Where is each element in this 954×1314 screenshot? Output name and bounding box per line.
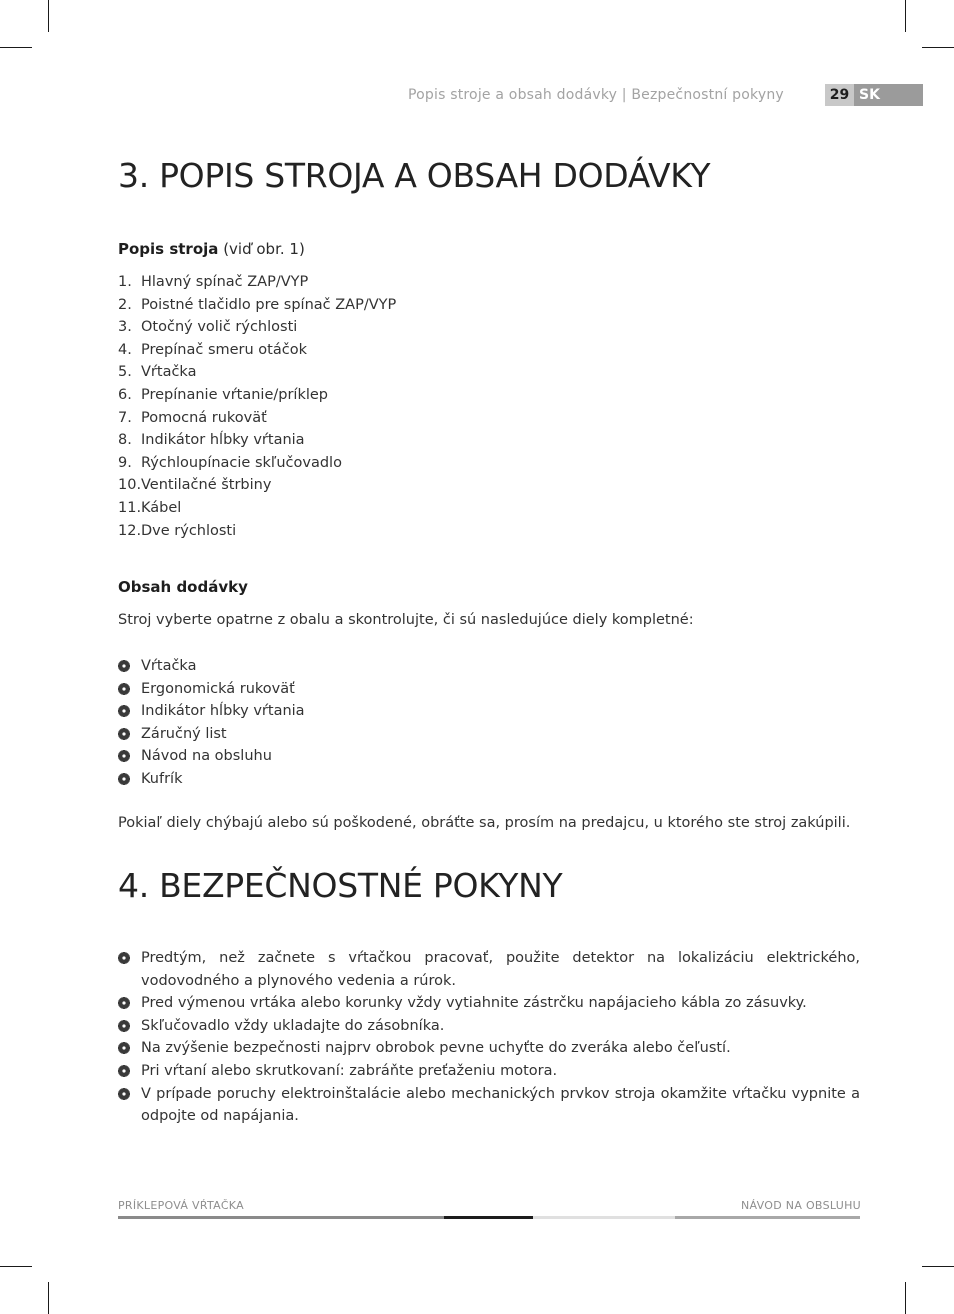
footer-bar: [118, 1216, 860, 1219]
language-code: SK: [854, 84, 923, 106]
list-item: [118, 745, 305, 768]
part-number: 11.: [118, 499, 142, 516]
part-item: [118, 339, 396, 362]
list-item: [118, 700, 305, 723]
description-heading-line: [118, 240, 305, 258]
part-label: Indikátor hĺbky vŕtania: [141, 432, 305, 449]
crop-mark: [48, 1282, 49, 1314]
gear-bullet-icon: [118, 660, 130, 672]
parts-list: [118, 271, 396, 542]
part-number: 6.: [118, 386, 132, 403]
gear-bullet-icon: [118, 683, 130, 695]
description-ref: (viď obr. 1): [223, 240, 305, 258]
gear-bullet-icon: [118, 705, 130, 717]
part-label: Pomocná rukoväť: [141, 409, 267, 426]
part-number: 5.: [118, 364, 132, 381]
page-badge: [825, 84, 923, 106]
footer-bar-segment: [444, 1216, 533, 1219]
part-item: [118, 452, 396, 475]
list-item-text: Indikátor hĺbky vŕtania: [141, 703, 305, 720]
part-item: [118, 271, 396, 294]
list-item: [118, 947, 860, 992]
crop-mark: [922, 1266, 954, 1267]
part-number: 2.: [118, 296, 132, 313]
list-item: [118, 678, 305, 701]
list-item-text: Predtým, než začnete s vŕtačkou pracovať, použite detektor na lokalizáciu elektrického, vodovodného a plynového vedenia a rúrok.: [141, 950, 860, 989]
footer-bar-segment: [118, 1216, 444, 1219]
footer-manual: NÁVOD NA OBSLUHU: [741, 1199, 862, 1212]
crop-mark: [0, 47, 32, 48]
part-number: 12.: [118, 522, 142, 539]
list-item: [118, 768, 305, 791]
footer-bar-segment: [675, 1216, 860, 1219]
running-head: Popis stroje a obsah dodávky | Bezpečnostní pokyny: [408, 87, 784, 103]
list-item-text: Ergonomická rukoväť: [141, 680, 295, 697]
gear-bullet-icon: [118, 750, 130, 762]
list-item: [118, 992, 860, 1015]
part-item: [118, 316, 396, 339]
part-number: 10.: [118, 477, 142, 494]
delivery-note: Pokiaľ diely chýbajú alebo sú poškodené, obráťte sa, prosím na predajcu, u ktorého ste stroj zakúpili.: [118, 815, 851, 831]
gear-bullet-icon: [118, 1088, 130, 1100]
part-item: [118, 407, 396, 430]
list-item: [118, 1015, 860, 1038]
part-number: 1.: [118, 274, 132, 290]
delivery-list: [118, 655, 305, 791]
list-item-text: Vŕtačka: [141, 658, 197, 674]
list-item-text: Pred výmenou vrtáka alebo korunky vždy vytiahnite zástrčku napájacieho kábla zo zásuvky.: [141, 995, 807, 1012]
crop-mark: [905, 1282, 906, 1314]
part-label: Kábel: [141, 499, 182, 516]
part-item: [118, 497, 396, 520]
part-number: 8.: [118, 432, 132, 449]
part-item: [118, 384, 396, 407]
page-number: 29: [825, 84, 854, 106]
crop-mark: [0, 1266, 32, 1267]
delivery-intro: Stroj vyberte opatrne z obalu a skontrolujte, či sú nasledujúce diely kompletné:: [118, 612, 694, 628]
part-label: Prepínanie vŕtanie/príklep: [141, 386, 328, 403]
part-number: 9.: [118, 454, 132, 471]
section-title: 3. POPIS STROJA A OBSAH DODÁVKY: [118, 156, 711, 195]
list-item: [118, 723, 305, 746]
part-label: Hlavný spínač ZAP/VYP: [141, 274, 309, 290]
list-item-text: Skľučovadlo vždy ukladajte do zásobníka.: [141, 1017, 445, 1034]
footer-product: PRÍKLEPOVÁ VŔTAČKA: [118, 1199, 244, 1212]
part-number: 7.: [118, 409, 132, 426]
section-title: 4. BEZPEČNOSTNÉ POKYNY: [118, 866, 563, 905]
list-item-text: V prípade poruchy elektroinštalácie alebo mechanických prvkov stroja okamžite vŕtačku vypnite a odpojte od napájania.: [141, 1085, 860, 1125]
part-label: Vŕtačka: [141, 364, 197, 381]
part-label: Otočný volič rýchlosti: [141, 319, 298, 336]
list-item-text: Návod na obsluhu: [141, 748, 272, 765]
gear-bullet-icon: [118, 1065, 130, 1077]
gear-bullet-icon: [118, 1020, 130, 1032]
list-item-text: Na zvýšenie bezpečnosti najprv obrobok pevne uchyťte do zveráka alebo čeľustí.: [141, 1040, 731, 1057]
gear-bullet-icon: [118, 952, 130, 964]
part-item: [118, 520, 396, 543]
list-item: [118, 1060, 860, 1083]
part-number: 3.: [118, 319, 132, 336]
crop-mark: [48, 0, 49, 32]
list-item: [118, 1083, 860, 1128]
part-label: Prepínač smeru otáčok: [141, 341, 307, 358]
list-item: [118, 655, 305, 678]
list-item-text: Kufrík: [141, 770, 183, 787]
delivery-heading-line: [118, 578, 248, 596]
list-item-text: Záručný list: [141, 725, 227, 742]
delivery-heading: Obsah dodávky: [118, 578, 248, 596]
part-item: [118, 294, 396, 317]
footer-bar-segment: [533, 1216, 675, 1219]
part-label: Ventilačné štrbiny: [141, 477, 272, 494]
list-item-text: Pri vŕtaní alebo skrutkovaní: zabráňte preťaženiu motora.: [141, 1062, 558, 1079]
part-label: Dve rýchlosti: [141, 522, 237, 539]
list-item: [118, 1037, 860, 1060]
part-label: Rýchloupínacie skľučovadlo: [141, 454, 342, 471]
crop-mark: [922, 47, 954, 48]
part-item: [118, 474, 396, 497]
gear-bullet-icon: [118, 997, 130, 1009]
gear-bullet-icon: [118, 728, 130, 740]
part-number: 4.: [118, 341, 132, 358]
safety-list: [118, 947, 860, 1128]
part-item: [118, 429, 396, 452]
gear-bullet-icon: [118, 773, 130, 785]
part-item: [118, 361, 396, 384]
crop-mark: [905, 0, 906, 32]
part-label: Poistné tlačidlo pre spínač ZAP/VYP: [141, 296, 397, 313]
description-heading: Popis stroja: [118, 240, 219, 258]
gear-bullet-icon: [118, 1042, 130, 1054]
